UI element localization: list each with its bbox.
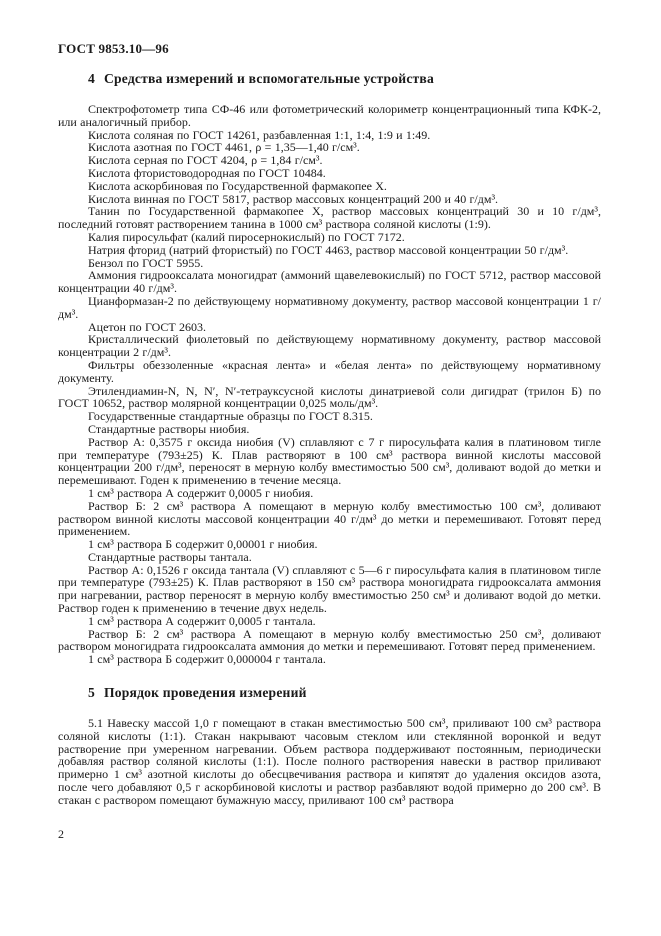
- section-5: [58, 685, 601, 807]
- page-content: [58, 42, 601, 807]
- paragraph: Государственные стандартные образцы по ГОСТ 8.315.: [88, 409, 373, 424]
- section-5-number: 5: [88, 685, 95, 701]
- paragraph: Кислота соляная по ГОСТ 14261, разбавленная 1:1, 1:4, 1:9 и 1:49.: [88, 127, 431, 142]
- paragraph: Спектрофотометр типа СФ-46 или фотометрический колориметр концентрационный типа КФК-2, или аналогичный прибор.: [58, 102, 601, 129]
- paragraph: Бензол по ГОСТ 5955.: [88, 255, 204, 270]
- paragraph: Кристаллический фиолетовый по действующему нормативному документу, раствор массовой концентрации 2 г/дм³.: [58, 332, 601, 360]
- section-4: [58, 71, 601, 666]
- paragraph: 5.1 Навеску массой 1,0 г помещают в стакан вместимостью 500 см³, приливают 100 см³ раствора соляной кислоты (1:1). Стакан накрывают часовым стеклом или стеклянной воронкой и ведут растворение при умеренном нагревании. Объем раствора поддерживают постоянным, периодически добавляя раствор соляной кислоты (1:1). После полного растворения навески в раствор приливают примерно 1 см³ азотной кислоты до обесцвечивания раствора и кипятят до удаления оксидов азота, после чего добавляют 0,5 г аскорбиновой кислоты и раствор разбавляют водой примерно до 200 см³. В стакан с раствором помещают бумажную массу, приливают 100 см³ раствора: [58, 716, 601, 807]
- paragraph: Натрия фторид (натрий фтористый) по ГОСТ 4463, раствор массовой концентрации 50 г/дм³.: [88, 242, 569, 257]
- section-4-number: 4: [88, 71, 95, 86]
- paragraph: Цианформазан-2 по действующему нормативному документу, раствор массовой концентрации 1 г/дм³.: [58, 293, 601, 321]
- section-4-title: Средства измерений и вспомогательные устройства: [104, 71, 434, 86]
- page-number: 2: [58, 827, 64, 841]
- paragraph: Ацетон по ГОСТ 2603.: [88, 319, 207, 334]
- paragraph: Раствор Б: 2 см³ раствора А помещают в мерную колбу вместимостью 250 см³, доливают раствором моногидрата гидрооксалата аммония до метки и перемешивают. Готовят перед применением.: [58, 626, 601, 654]
- paragraph: 1 см³ раствора А содержит 0,0005 г тантала.: [88, 613, 316, 628]
- paragraph: Раствор А: 0,3575 г оксида ниобия (V) сплавляют с 7 г пиросульфата калия в платиновом тигле при температуре (793±25) К. Плав растворяют в 100 см³ раствора винной кислоты массовой концентрации 200 г/дм³, переносят в мерную колбу вместимостью 500 см³, доливают водой до метки и перемешивают. Годен к применению в течение месяца.: [58, 434, 601, 488]
- section-5-heading: [58, 685, 601, 701]
- paragraph: 1 см³ раствора Б содержит 0,00001 г ниобия.: [88, 537, 318, 552]
- paragraph: Калия пиросульфат (калий пиросернокислый) по ГОСТ 7172.: [88, 229, 405, 244]
- section-4-heading: [58, 71, 601, 87]
- paragraph: 1 см³ раствора А содержит 0,0005 г ниобия.: [88, 485, 314, 500]
- paragraph: Кислота аскорбиновая по Государственной фармакопее X.: [88, 178, 387, 193]
- paragraph: Танин по Государственной фармакопее X, раствор массовых концентраций 30 и 10 г/дм³, последний готовят растворением танина в 1000 см³ раствора соляной кислоты (1:9).: [58, 204, 601, 232]
- paragraph: Стандартные растворы ниобия.: [88, 421, 250, 436]
- paragraph: Кислота азотная по ГОСТ 4461, ρ = 1,35—1,40 г/см³.: [88, 140, 360, 155]
- section-5-body: [58, 717, 601, 807]
- gost-document-number: ГОСТ 9853.10—96: [58, 41, 169, 56]
- paragraph: Кислота винная по ГОСТ 5817, раствор массовых концентраций 200 и 40 г/дм³.: [88, 191, 499, 206]
- paragraph: Фильтры обеззоленные «красная лента» и «белая лента» по действующему нормативному документу.: [58, 357, 601, 385]
- paragraph: Стандартные растворы тантала.: [88, 549, 252, 564]
- paragraph: Кислота серная по ГОСТ 4204, ρ = 1,84 г/см³.: [88, 153, 323, 168]
- paragraph: Раствор Б: 2 см³ раствора А помещают в мерную колбу вместимостью 100 см³, доливают раствором винной кислоты массовой концентрации 40 г/дм³ до метки и перемешивают. Готовят перед применением.: [58, 498, 601, 539]
- paragraph: Кислота фтористоводородная по ГОСТ 10484.: [88, 165, 326, 180]
- paragraph: 1 см³ раствора Б содержит 0,000004 г тантала.: [88, 652, 326, 667]
- paragraph: Аммония гидрооксалата моногидрат (аммоний щавелевокислый) по ГОСТ 5712, раствор массовой концентрации 40 г/дм³.: [58, 268, 601, 296]
- paragraph: Этилендиамин-N, N, N′, N′-тетрауксусной кислоты динатриевой соли дигидрат (трилон Б) по ГОСТ 10652, раствор молярной концентрации 0,025 моль/дм³.: [58, 383, 601, 411]
- section-5-title: Порядок проведения измерений: [104, 685, 307, 701]
- paragraph: Раствор А: 0,1526 г оксида тантала (V) сплавляют с 5—6 г пиросульфата калия в платиновом тигле при температуре (793±25) К. Плав растворяют в 150 см³ раствора моногидрата гидрооксалата аммония при нагревании, раствор переносят в мерную колбу вместимостью 250 см³ и доливают водой до метки. Раствор годен к применению в течение двух недель.: [58, 562, 601, 616]
- section-4-body: [58, 103, 601, 666]
